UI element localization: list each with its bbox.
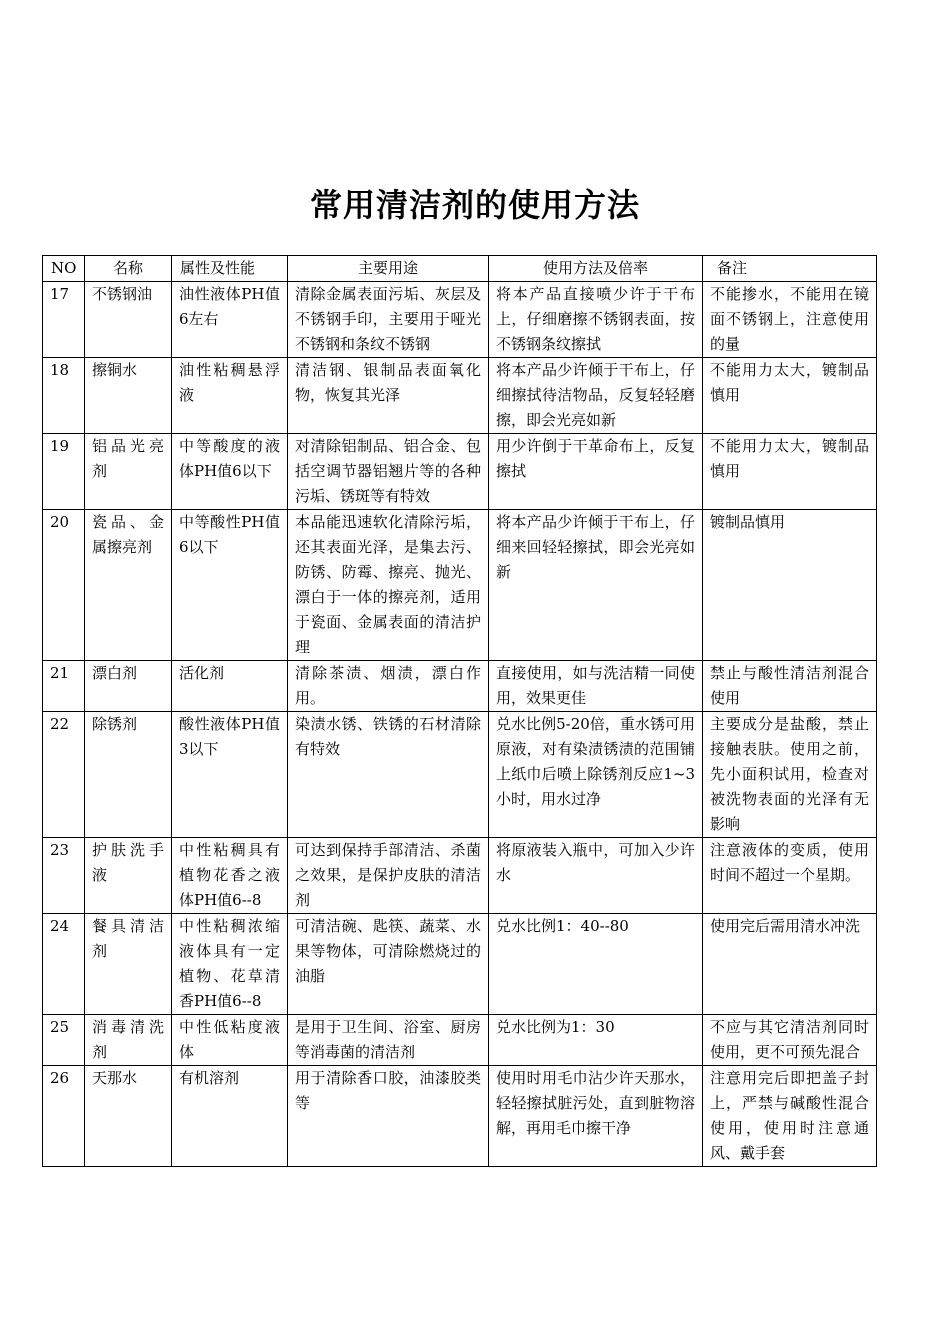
cell-note: 注意用完后即把盖子封上，严禁与碱酸性混合使用，使用时注意通风、戴手套 xyxy=(703,1066,877,1167)
cell-method: 使用时用毛巾沾少许天那水，轻轻擦拭脏污处，直到脏物溶解，再用毛巾擦干净 xyxy=(489,1066,703,1167)
cell-property: 酸性液体PH值3以下 xyxy=(172,712,288,838)
table-row xyxy=(43,510,877,661)
table-body xyxy=(43,282,877,1167)
cell-usage: 是用于卫生间、浴室、厨房等消毒菌的清洁剂 xyxy=(288,1015,489,1066)
cell-method: 用少许倒于干革命布上，反复擦拭 xyxy=(489,434,703,510)
table-row xyxy=(43,358,877,434)
cell-usage: 本品能迅速软化清除污垢，还其表面光泽，是集去污、防锈、防霉、擦亮、抛光、漂白于一体的擦亮剂，适用于瓷面、金属表面的清洁护理 xyxy=(288,510,489,661)
cell-name: 不锈钢油 xyxy=(85,282,172,358)
cleaner-table xyxy=(42,255,877,1167)
table-row xyxy=(43,712,877,838)
table-header-row xyxy=(43,256,877,282)
cell-note: 注意液体的变质，使用时间不超过一个星期。 xyxy=(703,838,877,914)
cell-note: 禁止与酸性清洁剂混合使用 xyxy=(703,661,877,712)
cell-no: 18 xyxy=(43,358,85,434)
cell-method: 兑水比例1：40--80 xyxy=(489,914,703,1015)
cell-method: 将原液装入瓶中，可加入少许水 xyxy=(489,838,703,914)
cell-property: 中性低粘度液体 xyxy=(172,1015,288,1066)
cell-name: 铝品光亮剂 xyxy=(85,434,172,510)
cell-method: 直接使用，如与洗洁精一同使用，效果更佳 xyxy=(489,661,703,712)
cell-usage: 清除金属表面污垢、灰层及不锈钢手印，主要用于哑光不锈钢和条纹不锈钢 xyxy=(288,282,489,358)
table-row xyxy=(43,661,877,712)
cell-method: 将本产品少许倾于干布上，仔细来回轻轻擦拭，即会光亮如新 xyxy=(489,510,703,661)
cell-no: 20 xyxy=(43,510,85,661)
cell-usage: 用于清除香口胶，油漆胶类等 xyxy=(288,1066,489,1167)
cell-note: 使用完后需用清水冲洗 xyxy=(703,914,877,1015)
cell-method: 兑水比例为1：30 xyxy=(489,1015,703,1066)
cell-note: 不能掺水，不能用在镜面不锈钢上，注意使用的量 xyxy=(703,282,877,358)
cell-property: 中等酸性PH值6以下 xyxy=(172,510,288,661)
cell-property: 油性粘稠悬浮液 xyxy=(172,358,288,434)
cell-property: 中性粘稠具有植物花香之液体PH值6--8 xyxy=(172,838,288,914)
header-method: 使用方法及倍率 xyxy=(489,256,703,282)
cell-usage: 对清除铝制品、铝合金、包括空调节器铝翘片等的各种污垢、锈斑等有特效 xyxy=(288,434,489,510)
cell-name: 天那水 xyxy=(85,1066,172,1167)
table-row xyxy=(43,282,877,358)
header-usage: 主要用途 xyxy=(288,256,489,282)
table-row xyxy=(43,838,877,914)
cell-property: 有机溶剂 xyxy=(172,1066,288,1167)
cell-no: 21 xyxy=(43,661,85,712)
cell-no: 25 xyxy=(43,1015,85,1066)
cell-usage: 可达到保持手部清洁、杀菌之效果，是保护皮肤的清洁剂 xyxy=(288,838,489,914)
cell-property: 活化剂 xyxy=(172,661,288,712)
cell-name: 餐具清洁剂 xyxy=(85,914,172,1015)
header-property: 属性及性能 xyxy=(172,256,288,282)
cell-no: 24 xyxy=(43,914,85,1015)
cell-no: 26 xyxy=(43,1066,85,1167)
cell-method: 将本产品直接喷少许于干布上，仔细磨擦不锈钢表面，按不锈钢条纹擦拭 xyxy=(489,282,703,358)
header-note: 备注 xyxy=(703,256,877,282)
table-row xyxy=(43,914,877,1015)
cell-usage: 清洁钢、银制品表面氧化物，恢复其光泽 xyxy=(288,358,489,434)
cell-note: 不能用力太大，镀制品慎用 xyxy=(703,358,877,434)
cell-no: 23 xyxy=(43,838,85,914)
header-name: 名称 xyxy=(85,256,172,282)
cell-note: 不能用力太大，镀制品慎用 xyxy=(703,434,877,510)
table-row xyxy=(43,1015,877,1066)
header-no: NO xyxy=(43,256,85,282)
cell-no: 22 xyxy=(43,712,85,838)
cell-no: 19 xyxy=(43,434,85,510)
cell-note: 主要成分是盐酸，禁止接触表肤。使用之前，先小面积试用，检查对被洗物表面的光泽有无影响 xyxy=(703,712,877,838)
cell-usage: 染渍水锈、铁锈的石材清除有特效 xyxy=(288,712,489,838)
cell-property: 中等酸度的液体PH值6以下 xyxy=(172,434,288,510)
cell-method: 将本产品少许倾于干布上，仔细擦拭待洁物品，反复轻轻磨擦，即会光亮如新 xyxy=(489,358,703,434)
table-row xyxy=(43,1066,877,1167)
cell-method: 兑水比例5-20倍，重水锈可用原液，对有染渍锈渍的范围铺上纸巾后喷上除锈剂反应1~3小时，用水过净 xyxy=(489,712,703,838)
page-title: 常用清洁剂的使用方法 xyxy=(309,186,640,224)
cell-no: 17 xyxy=(43,282,85,358)
cell-name: 护肤洗手液 xyxy=(85,838,172,914)
cell-name: 擦铜水 xyxy=(85,358,172,434)
cell-name: 瓷品、金属擦亮剂 xyxy=(85,510,172,661)
cell-note: 镀制品慎用 xyxy=(703,510,877,661)
cell-usage: 清除茶渍、烟渍，漂白作用。 xyxy=(288,661,489,712)
table-row xyxy=(43,434,877,510)
cell-property: 油性液体PH值6左右 xyxy=(172,282,288,358)
cell-note: 不应与其它清洁剂同时使用，更不可预先混合 xyxy=(703,1015,877,1066)
cell-name: 除锈剂 xyxy=(85,712,172,838)
cell-property: 中性粘稠浓缩液体具有一定植物、花草清香PH值6--8 xyxy=(172,914,288,1015)
cell-name: 漂白剂 xyxy=(85,661,172,712)
cell-usage: 可清洁碗、匙筷、蔬菜、水果等物体，可清除燃烧过的油脂 xyxy=(288,914,489,1015)
cell-name: 消毒清洗剂 xyxy=(85,1015,172,1066)
